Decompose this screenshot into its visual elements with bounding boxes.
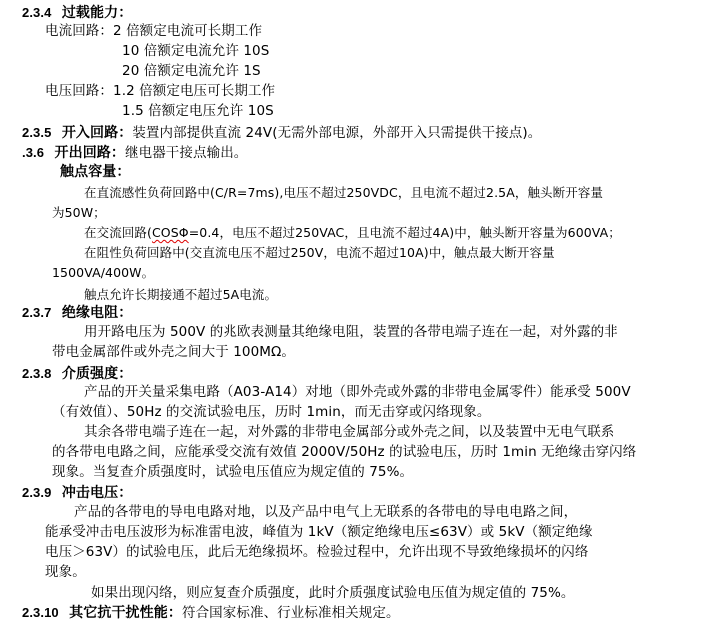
section-title: 绝缘电阻： bbox=[61, 305, 133, 321]
current-spec-2: 10 倍额定电流允许 10S bbox=[122, 43, 270, 59]
current-spec-1: 2 倍额定电流可长期工作 bbox=[113, 23, 263, 39]
section-title: 冲击电压： bbox=[61, 485, 133, 501]
section-number: 2.3.8 bbox=[22, 366, 52, 381]
contact-long-term-line: 触点允许长期接通不超过5A电流。 bbox=[84, 287, 278, 302]
contact-ac-text-a: 在交流回路( bbox=[84, 225, 152, 240]
dielectric-p2-line-3: 现象。当复查介质强度时，试验电压值应为规定值的 75%。 bbox=[52, 464, 414, 480]
insulation-line-2: 带电金属部件或外壳之间大于 100MΩ。 bbox=[52, 344, 296, 360]
voltage-loop-line-1 bbox=[45, 82, 275, 101]
section-number: 2.3.9 bbox=[22, 485, 52, 500]
dielectric-p1-line-2: （有效值）、50Hz 的交流试验电压，历时 1min，而无击穿或闪络现象。 bbox=[52, 404, 491, 420]
section-title: 其它抗干扰性能： bbox=[69, 605, 182, 621]
impulse-line-2: 能承受冲击电压波形为标准雷电波，峰值为 1kV（额定绝缘电压≤63V）或 5kV（额定绝缘 bbox=[45, 524, 593, 540]
contact-dc-line-1: 在直流感性负荷回路中(C/R=7ms),电压不超过250VDC，且电流不超过2.5A，触头断开容量 bbox=[84, 185, 604, 200]
section-title: 过载能力： bbox=[61, 5, 133, 21]
dielectric-p2-line-2: 的各带电电路之间，应能承受交流有效值 2000V/50Hz 的试验电压，历时 1min 无绝缘击穿闪络 bbox=[52, 444, 637, 460]
impulse-line-1: 产品的各带电的导电电路对地，以及产品中电气上无联系的各带电的导电电路之间， bbox=[74, 504, 578, 520]
current-loop-line-1 bbox=[45, 22, 262, 41]
impulse-line-5: 如果出现闪络，则应复查介质强度，此时介质强度试验电压值为规定值的 75%。 bbox=[91, 585, 575, 601]
impulse-line-4: 现象。 bbox=[45, 564, 86, 580]
section-number: 2.3.10 bbox=[22, 605, 59, 620]
dielectric-p2-line-1: 其余各带电端子连在一起，对外露的非带电金属部分或外壳之间，以及装置中无电气联系 bbox=[84, 424, 615, 440]
contact-capacity-title: 触点容量： bbox=[60, 164, 131, 180]
section-title: 开出回路： bbox=[54, 145, 125, 161]
section-2-3-5 bbox=[22, 123, 541, 142]
section-text: 符合国家标准、行业标准相关规定。 bbox=[181, 605, 400, 621]
contact-resistive-line-2: 1500VA/400W。 bbox=[52, 265, 155, 280]
section-text: 继电器干接点输出。 bbox=[125, 145, 248, 161]
section-title: 介质强度： bbox=[61, 366, 133, 382]
contact-ac-line bbox=[84, 223, 621, 242]
insulation-line-1: 用开路电压为 500V 的兆欧表测量其绝缘电阻，装置的各带电端子连在一起，对外露的非 bbox=[84, 324, 618, 340]
current-loop-label: 电流回路： bbox=[45, 23, 113, 39]
section-number: .3.6 bbox=[22, 145, 45, 160]
section-2-3-8-heading bbox=[22, 364, 132, 383]
voltage-loop-label: 电压回路： bbox=[45, 83, 113, 99]
section-2-3-10 bbox=[22, 603, 400, 622]
section-text: 装置内部提供直流 24V(无需外部电源，外部开入只需提供干接点)。 bbox=[132, 125, 542, 141]
dielectric-p1-line-1: 产品的开关量采集电路（A03-A14）对地（即外壳或外露的非带电金属零件）能承受 500V bbox=[84, 384, 631, 400]
section-number: 2.3.4 bbox=[22, 5, 52, 20]
section-2-3-9-heading bbox=[22, 483, 132, 502]
cos-phi-term: COSΦ bbox=[151, 225, 189, 240]
voltage-spec-2: 1.5 倍额定电压允许 10S bbox=[122, 103, 274, 119]
section-number: 2.3.5 bbox=[22, 125, 52, 140]
voltage-spec-1: 1.2 倍额定电压可长期工作 bbox=[113, 83, 276, 99]
contact-resistive-line-1: 在阻性负荷回路中(交直流电压不超过250V，电流不超过10A)中，触点最大断开容量 bbox=[84, 245, 555, 260]
section-2-3-7-heading bbox=[22, 303, 132, 322]
section-2-3-6 bbox=[22, 143, 247, 162]
section-2-3-4-heading bbox=[22, 3, 132, 22]
impulse-line-3: 电压＞63V）的试验电压，此后无绝缘损坏。检验过程中，允许出现不导致绝缘损坏的闪络 bbox=[45, 544, 589, 560]
section-number: 2.3.7 bbox=[22, 305, 52, 320]
current-spec-3: 20 倍额定电流允许 1S bbox=[122, 63, 261, 79]
contact-dc-line-2: 为50W； bbox=[52, 205, 106, 220]
contact-ac-text-b: =0.4，电压不超过250VAC，且电流不超过4A)中，触头断开容量为600VA； bbox=[188, 225, 621, 240]
section-title: 开入回路： bbox=[61, 125, 133, 141]
